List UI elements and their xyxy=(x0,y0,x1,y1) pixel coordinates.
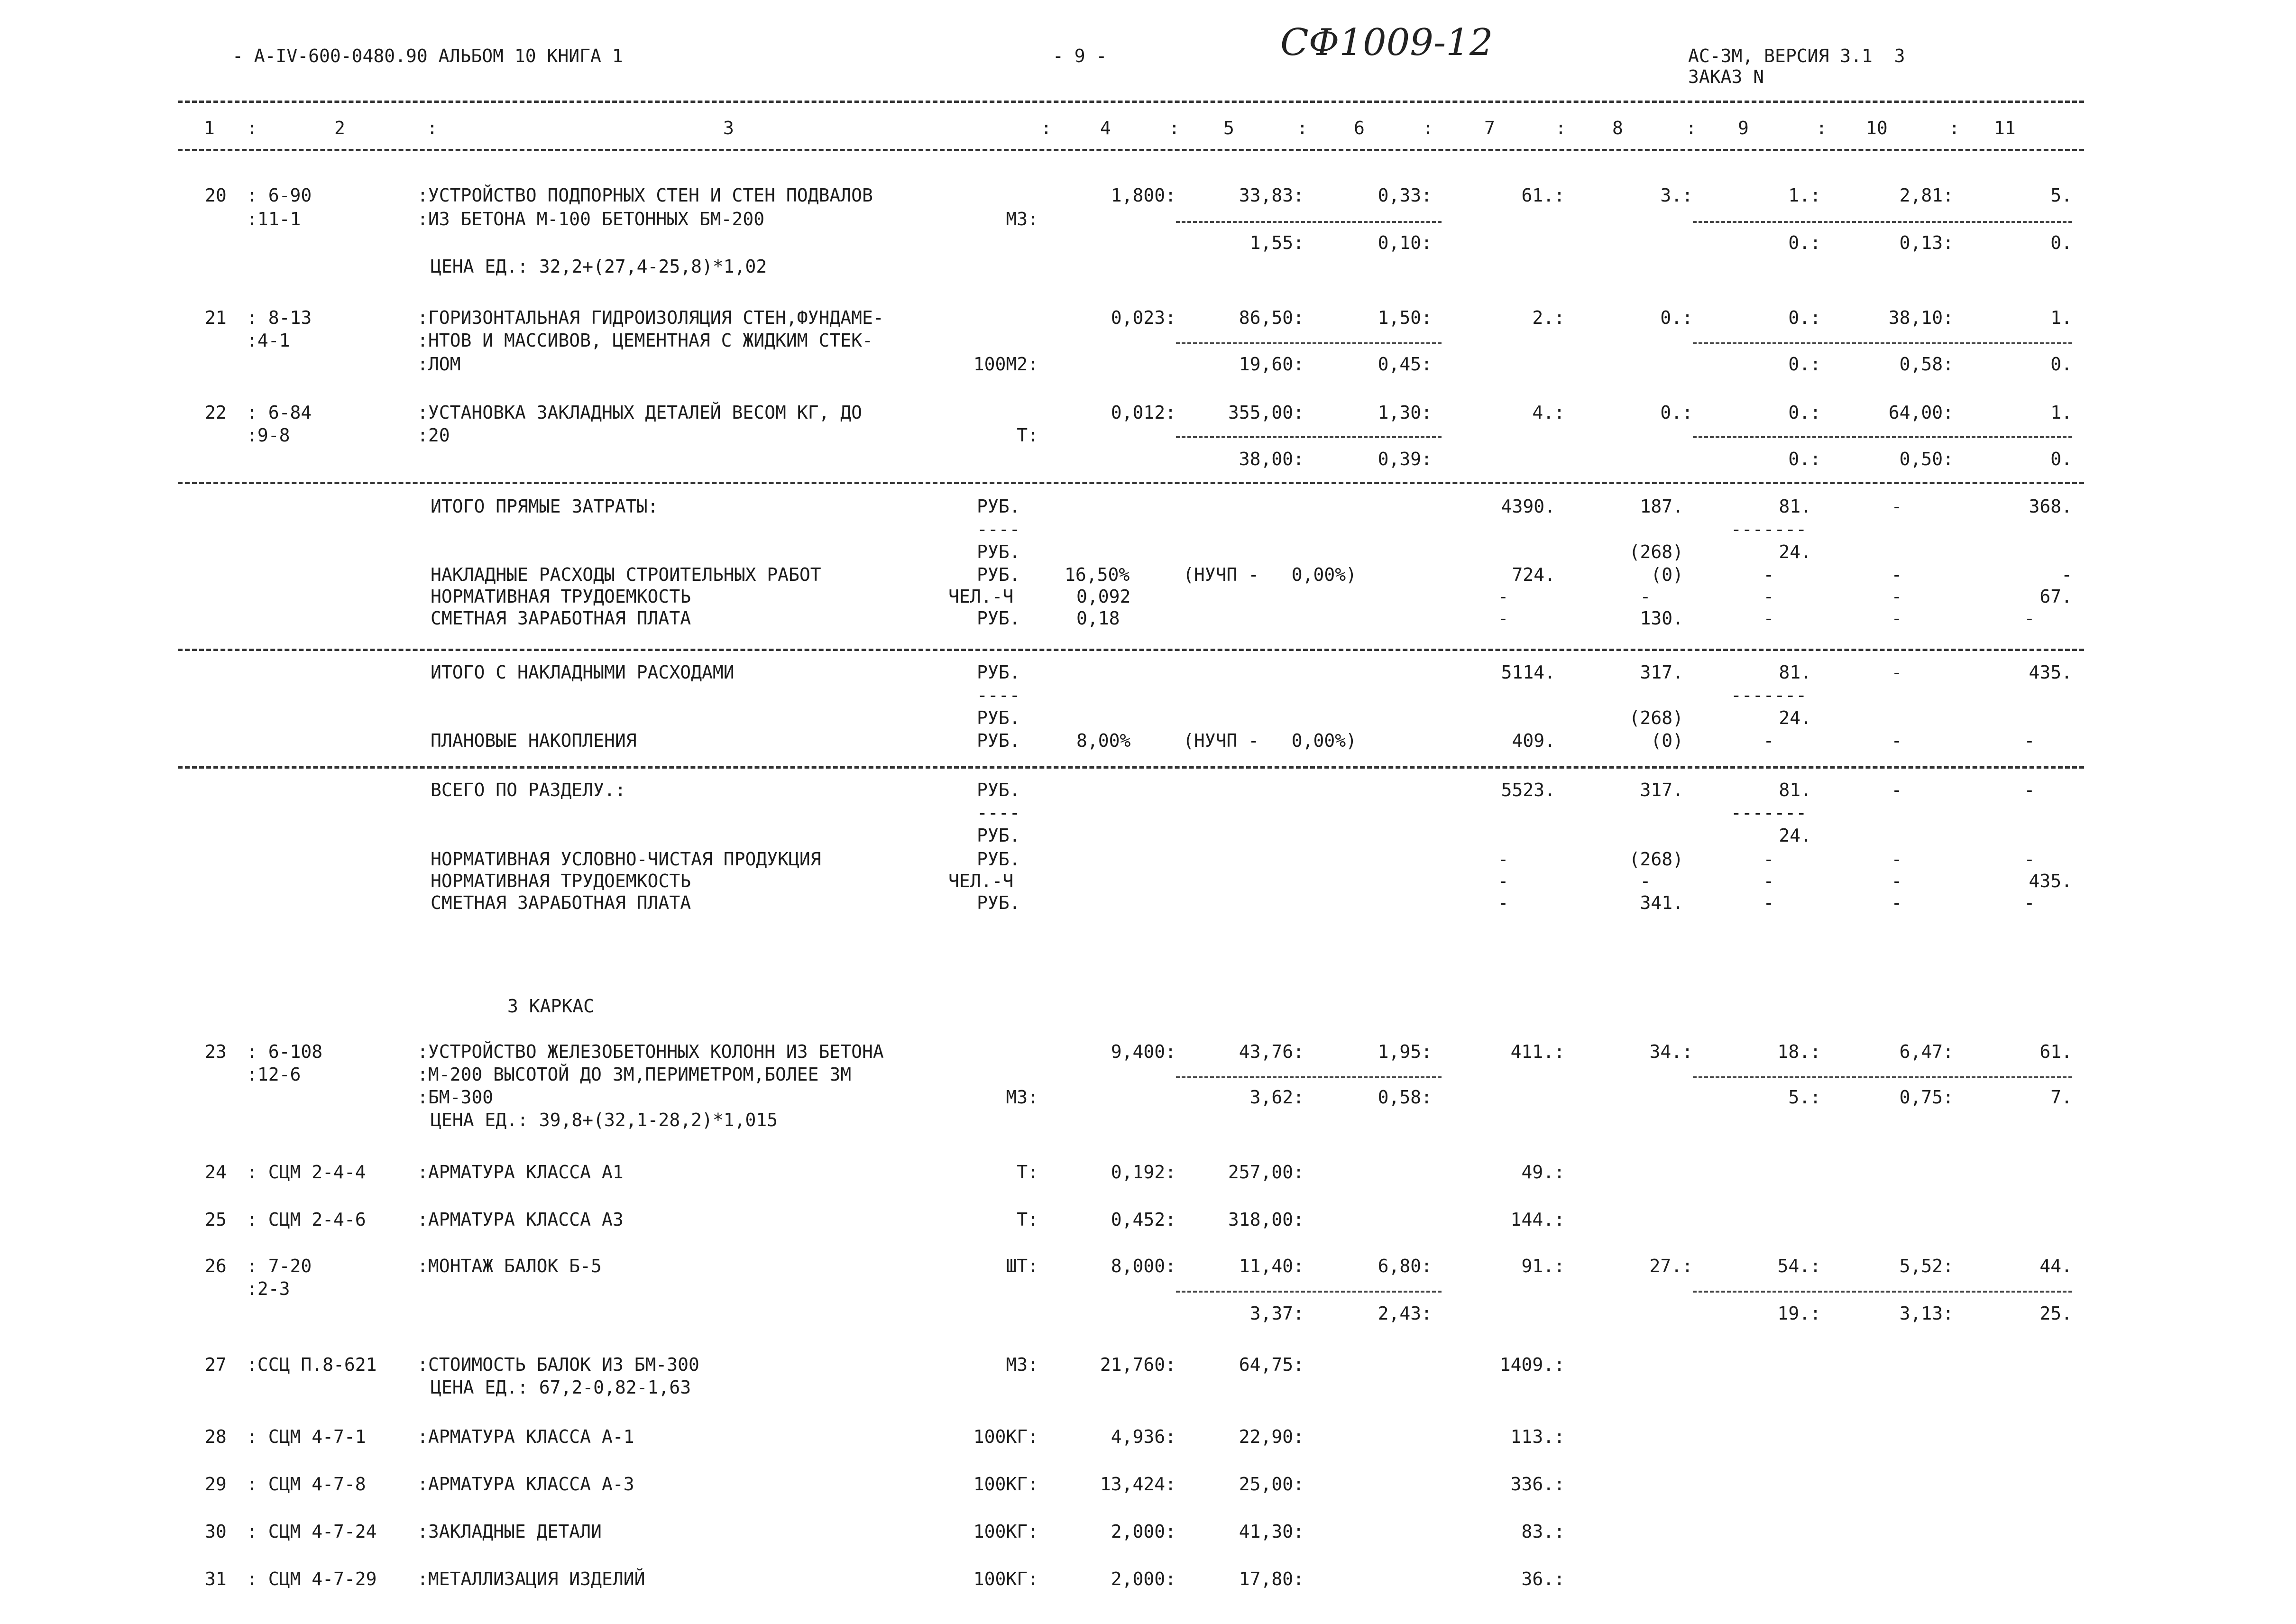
cell-quantity: 0,192: xyxy=(1111,1162,1176,1183)
column-number: 10 xyxy=(1866,118,1888,138)
cell-unit-machine-sub: 0,39: xyxy=(1378,449,1432,469)
cell-labor-norm: 2,81: xyxy=(1899,185,1954,206)
header-rule-top xyxy=(178,101,2084,103)
cell-machines: 0.: xyxy=(1788,307,1821,328)
row-description: :ЛОМ xyxy=(417,354,461,375)
row-code: : 6-90 xyxy=(247,185,312,206)
cell-labor-norm: 38,10: xyxy=(1888,307,1954,328)
column-number: 4 xyxy=(1100,118,1111,138)
row-description: :УСТРОЙСТВО ЖЕЛЕЗОБЕТОННЫХ КОЛОНН ИЗ БЕТОНА xyxy=(417,1041,884,1062)
cell-labor-total: 435. xyxy=(2029,662,2072,683)
cell-labor-total: 61. xyxy=(2039,1041,2072,1062)
cell-unit-cost: 33,83: xyxy=(1239,185,1304,206)
cell-labor-total-sub: 0. xyxy=(2050,232,2072,253)
row-number: 22 xyxy=(205,402,227,423)
cell-unit-machine-sub: 0,10: xyxy=(1378,232,1432,253)
cell-labor-total: 1. xyxy=(2050,307,2072,328)
totals-title: ИТОГО ПРЯМЫЕ ЗАТРАТЫ: xyxy=(431,496,659,517)
cell-labor-total: - xyxy=(2024,730,2035,751)
column-separator: : xyxy=(247,118,257,138)
cell-unit-machine: 1,30: xyxy=(1378,402,1432,423)
column-number: 5 xyxy=(1223,118,1234,138)
row-code: : СЦМ 4-7-24 xyxy=(247,1521,377,1542)
row-unit: ШТ: xyxy=(1006,1256,1038,1276)
column-separator: : xyxy=(1555,118,1566,138)
cell-machines-sub: 19.: xyxy=(1777,1303,1821,1324)
cell-machines: - xyxy=(1763,849,1774,870)
labor-unit: ЧЕЛ.-Ч xyxy=(948,871,1014,891)
cell-quantity: 0,023: xyxy=(1111,307,1176,328)
cell-unit-machine: 0,33: xyxy=(1378,185,1432,206)
cell-labor-total-sub: 0. xyxy=(2050,354,2072,375)
cell-unit-cost: 11,40: xyxy=(1239,1256,1304,1276)
section-rule xyxy=(178,482,2084,484)
subcell-rule xyxy=(1176,342,1442,344)
overhead-nuchp: (НУЧП - 0,00%) xyxy=(1183,564,1357,585)
totals-unit-separator: ---- xyxy=(977,802,1020,823)
cell-wages: (0) xyxy=(1651,730,1683,751)
page-number: - 9 - xyxy=(1053,46,1107,66)
subcell-rule xyxy=(1176,436,1442,438)
overhead-label: НАКЛАДНЫЕ РАСХОДЫ СТРОИТЕЛЬНЫХ РАБОТ xyxy=(431,564,821,585)
row-description: :20 xyxy=(417,425,450,446)
cell-labor-total: 67. xyxy=(2039,586,2072,607)
row-description: :НТОВ И МАССИВОВ, ЦЕМЕНТНАЯ С ЖИДКИМ СТЕК- xyxy=(417,330,873,351)
row-description: :БМ-300 xyxy=(417,1087,494,1108)
cell-labor-total: 44. xyxy=(2039,1256,2072,1276)
row-price-note: ЦЕНА ЕД.: 39,8+(32,1-28,2)*1,015 xyxy=(431,1110,778,1130)
cell-unit-cost: 355,00: xyxy=(1228,402,1304,423)
cell-unit-cost-sub: 3,37: xyxy=(1249,1303,1304,1324)
cell-labor-norm: - xyxy=(1891,496,1902,517)
cell-wages: 0.: xyxy=(1660,307,1693,328)
cell-total: 336.: xyxy=(1510,1474,1565,1495)
cell-unit-cost: 22,90: xyxy=(1239,1426,1304,1447)
cell-machines-sub: 24. xyxy=(1779,825,1811,846)
subcell-rule xyxy=(1693,1076,2072,1078)
cell-labor-norm-sub: 0,75: xyxy=(1899,1087,1954,1108)
row-code-2: :11-1 xyxy=(247,209,301,229)
row-description: :ЗАКЛАДНЫЕ ДЕТАЛИ xyxy=(417,1521,602,1542)
cell-machines-separator: ------- xyxy=(1731,802,1807,823)
cell-total: 5114. xyxy=(1501,662,1555,683)
row-description: :МОНТАЖ БАЛОК Б-5 xyxy=(417,1256,602,1276)
cell-machines: 0.: xyxy=(1788,402,1821,423)
column-separator: : xyxy=(1423,118,1433,138)
row-code: :ССЦ П.8-621 xyxy=(247,1354,377,1375)
cell-quantity: 0,452: xyxy=(1111,1209,1176,1230)
row-number: 23 xyxy=(205,1041,227,1062)
labor-label: НОРМАТИВНАЯ ТРУДОЕМКОСТЬ xyxy=(431,871,691,891)
column-number: 7 xyxy=(1484,118,1495,138)
subcell-rule xyxy=(1176,1291,1442,1293)
plan-percent: 8,00% xyxy=(1076,730,1131,751)
cell-wages: 130. xyxy=(1640,608,1683,629)
cell-labor-norm-sub: 0,58: xyxy=(1899,354,1954,375)
cell-wages: 187. xyxy=(1640,496,1683,517)
cell-quantity: 13,424: xyxy=(1100,1474,1176,1495)
overhead-unit: РУБ. xyxy=(977,564,1020,585)
cell-labor-total: 368. xyxy=(2029,496,2072,517)
row-description: :М-200 ВЫСОТОЙ ДО 3М,ПЕРИМЕТРОМ,БОЛЕЕ 3М xyxy=(417,1064,852,1085)
column-number: 3 xyxy=(723,118,734,138)
labor-unit: ЧЕЛ.-Ч xyxy=(948,586,1014,607)
row-code: : 7-20 xyxy=(247,1256,312,1276)
row-description: :АРМАТУРА КЛАССА А-1 xyxy=(417,1426,634,1447)
cell-total: - xyxy=(1497,586,1509,607)
cell-quantity: 1,800: xyxy=(1111,185,1176,206)
row-price-note: ЦЕНА ЕД.: 67,2-0,82-1,63 xyxy=(431,1377,691,1398)
cell-machines-sub: 0.: xyxy=(1788,449,1821,469)
labor-label: НОРМАТИВНАЯ ТРУДОЕМКОСТЬ xyxy=(431,586,691,607)
row-code-2: :12-6 xyxy=(247,1064,301,1085)
row-code: : 6-84 xyxy=(247,402,312,423)
cell-quantity: 0,012: xyxy=(1111,402,1176,423)
order-number: ЗАКАЗ N xyxy=(1688,66,1764,87)
cell-labor-norm: 5,52: xyxy=(1899,1256,1954,1276)
cell-unit-machine: 1,50: xyxy=(1378,307,1432,328)
row-unit: 100КГ: xyxy=(973,1426,1038,1447)
row-number: 25 xyxy=(205,1209,227,1230)
subcell-rule xyxy=(1693,1291,2072,1293)
row-code-2: :2-3 xyxy=(247,1278,290,1299)
row-description: :АРМАТУРА КЛАССА А-3 xyxy=(417,1474,634,1495)
cell-wages: - xyxy=(1640,871,1651,891)
cell-total: 5523. xyxy=(1501,780,1555,800)
totals-unit-separator: ---- xyxy=(977,519,1020,540)
ncp-label: НОРМАТИВНАЯ УСЛОВНО-ЧИСТАЯ ПРОДУКЦИЯ xyxy=(431,849,821,870)
cell-unit-cost: 257,00: xyxy=(1228,1162,1304,1183)
overhead-percent: 16,50% xyxy=(1065,564,1130,585)
row-description: :УСТАНОВКА ЗАКЛАДНЫХ ДЕТАЛЕЙ ВЕСОМ КГ, ДО xyxy=(417,402,863,423)
cell-unit-machine: 6,80: xyxy=(1378,1256,1432,1276)
plan-unit: РУБ. xyxy=(977,730,1020,751)
subcell-rule xyxy=(1693,436,2072,438)
cell-labor-norm-sub: 0,50: xyxy=(1899,449,1954,469)
program-version: АС-3М, ВЕРСИЯ 3.1 3 xyxy=(1688,46,1905,66)
cell-quantity: 2,000: xyxy=(1111,1569,1176,1589)
cell-wages: 341. xyxy=(1640,892,1683,913)
row-unit: 100КГ: xyxy=(973,1569,1038,1589)
wage-unit: РУБ. xyxy=(977,892,1020,913)
cell-wages-note: (268) xyxy=(1629,541,1683,562)
row-number: 20 xyxy=(205,185,227,206)
cell-machines: - xyxy=(1763,892,1774,913)
subcell-rule xyxy=(1693,221,2072,223)
cell-wages: 317. xyxy=(1640,662,1683,683)
cell-wages: - xyxy=(1640,586,1651,607)
cell-labor-total: 1. xyxy=(2050,402,2072,423)
plan-label: ПЛАНОВЫЕ НАКОПЛЕНИЯ xyxy=(431,730,637,751)
ncp-unit: РУБ. xyxy=(977,849,1020,870)
row-unit: Т: xyxy=(1017,1162,1038,1183)
row-unit: 100КГ: xyxy=(973,1474,1038,1495)
cell-labor-norm-sub: 3,13: xyxy=(1899,1303,1954,1324)
wage-label: СМЕТНАЯ ЗАРАБОТНАЯ ПЛАТА xyxy=(431,608,691,629)
totals-unit: РУБ. xyxy=(977,707,1020,728)
handwritten-stamp: СФ1009-12 xyxy=(1280,21,1493,64)
cell-labor-total: - xyxy=(2024,892,2035,913)
cell-total: 83.: xyxy=(1521,1521,1565,1542)
row-number: 21 xyxy=(205,307,227,328)
row-code: : СЦМ 4-7-1 xyxy=(247,1426,366,1447)
cell-unit-cost-sub: 19,60: xyxy=(1239,354,1304,375)
cell-labor-norm: - xyxy=(1891,564,1902,585)
cell-unit-machine-sub: 0,45: xyxy=(1378,354,1432,375)
cell-labor-total: - xyxy=(2024,608,2035,629)
row-code-2: :9-8 xyxy=(247,425,290,446)
totals-unit: РУБ. xyxy=(977,496,1020,517)
cell-labor-norm: - xyxy=(1891,608,1902,629)
cell-labor-total: - xyxy=(2024,849,2035,870)
cell-unit-cost: 86,50: xyxy=(1239,307,1304,328)
cell-total: 61.: xyxy=(1521,185,1565,206)
album-reference: - А-IV-600-0480.90 АЛЬБОМ 10 КНИГА 1 xyxy=(232,46,623,66)
cell-labor-total-sub: 7. xyxy=(2050,1087,2072,1108)
cell-machines: 54.: xyxy=(1777,1256,1821,1276)
cell-machines: - xyxy=(1763,564,1774,585)
row-unit: Т: xyxy=(1017,1209,1038,1230)
cell-machines: 81. xyxy=(1779,496,1811,517)
cell-total: 91.: xyxy=(1521,1256,1565,1276)
cell-labor-norm: - xyxy=(1891,780,1902,800)
row-price-note: ЦЕНА ЕД.: 32,2+(27,4-25,8)*1,02 xyxy=(431,256,767,277)
row-number: 24 xyxy=(205,1162,227,1183)
row-unit: М3: xyxy=(1006,209,1038,229)
cell-total: 4.: xyxy=(1532,402,1565,423)
row-number: 27 xyxy=(205,1354,227,1375)
column-separator: : xyxy=(1816,118,1827,138)
wage-unit: РУБ. xyxy=(977,608,1020,629)
cell-machines-separator: ------- xyxy=(1731,685,1807,706)
cell-total: 36.: xyxy=(1521,1569,1565,1589)
column-separator: : xyxy=(1686,118,1697,138)
cell-unit-machine-sub: 0,58: xyxy=(1378,1087,1432,1108)
cell-machines: 18.: xyxy=(1777,1041,1821,1062)
cell-wages: (0) xyxy=(1651,564,1683,585)
cell-labor-norm: - xyxy=(1891,730,1902,751)
cell-labor-total-sub: 0. xyxy=(2050,449,2072,469)
cell-unit-cost: 64,75: xyxy=(1239,1354,1304,1375)
cell-unit-machine-sub: 2,43: xyxy=(1378,1303,1432,1324)
totals-unit: РУБ. xyxy=(977,825,1020,846)
cell-labor-total: - xyxy=(2024,780,2035,800)
section-rule xyxy=(178,766,2084,769)
cell-labor-norm: 6,47: xyxy=(1899,1041,1954,1062)
subcell-rule xyxy=(1693,342,2072,344)
cell-wages: (268) xyxy=(1629,849,1683,870)
row-code: : СЦМ 4-7-29 xyxy=(247,1569,377,1589)
wage-value: 0,18 xyxy=(1076,608,1120,629)
labor-value: 0,092 xyxy=(1076,586,1131,607)
subcell-rule xyxy=(1176,221,1442,223)
row-description: :ГОРИЗОНТАЛЬНАЯ ГИДРОИЗОЛЯЦИЯ СТЕН,ФУНДАМЕ- xyxy=(417,307,884,328)
cell-machines-sub: 0.: xyxy=(1788,232,1821,253)
row-description: :УСТРОЙСТВО ПОДПОРНЫХ СТЕН И СТЕН ПОДВАЛОВ xyxy=(417,185,873,206)
cell-unit-cost-sub: 3,62: xyxy=(1249,1087,1304,1108)
cell-total: 1409.: xyxy=(1499,1354,1565,1375)
cell-machines: 1.: xyxy=(1788,185,1821,206)
wage-label: СМЕТНАЯ ЗАРАБОТНАЯ ПЛАТА xyxy=(431,892,691,913)
column-number: 11 xyxy=(1994,118,2016,138)
header-rule-bottom xyxy=(178,149,2084,151)
cell-wages: 27.: xyxy=(1649,1256,1693,1276)
column-separator: : xyxy=(1949,118,1960,138)
cell-unit-cost: 25,00: xyxy=(1239,1474,1304,1495)
cell-labor-norm: - xyxy=(1891,871,1902,891)
cell-quantity: 21,760: xyxy=(1100,1354,1176,1375)
cell-total: 113.: xyxy=(1510,1426,1565,1447)
cell-labor-norm-sub: 0,13: xyxy=(1899,232,1954,253)
column-separator: : xyxy=(1041,118,1052,138)
row-unit: М3: xyxy=(1006,1087,1038,1108)
row-number: 31 xyxy=(205,1569,227,1589)
cell-labor-total-sub: 25. xyxy=(2039,1303,2072,1324)
column-number: 1 xyxy=(204,118,215,138)
row-number: 26 xyxy=(205,1256,227,1276)
cell-labor-norm: - xyxy=(1891,662,1902,683)
cell-machines-separator: ------- xyxy=(1731,519,1807,540)
cell-total: 2.: xyxy=(1532,307,1565,328)
cell-quantity: 2,000: xyxy=(1111,1521,1176,1542)
column-number: 8 xyxy=(1612,118,1623,138)
column-number: 2 xyxy=(334,118,345,138)
totals-unit: РУБ. xyxy=(977,541,1020,562)
row-unit: М3: xyxy=(1006,1354,1038,1375)
cell-wages: 34.: xyxy=(1649,1041,1693,1062)
cell-labor-total: - xyxy=(2061,564,2072,585)
column-separator: : xyxy=(1169,118,1180,138)
row-unit: Т: xyxy=(1017,425,1038,446)
row-number: 30 xyxy=(205,1521,227,1542)
section-title: 3 КАРКАС xyxy=(507,996,595,1017)
row-number: 28 xyxy=(205,1426,227,1447)
cell-machines: 81. xyxy=(1779,662,1811,683)
row-description: :СТОИМОСТЬ БАЛОК ИЗ БМ-300 xyxy=(417,1354,699,1375)
cell-machines: - xyxy=(1763,586,1774,607)
row-description: :АРМАТУРА КЛАССА А3 xyxy=(417,1209,624,1230)
cell-machines: - xyxy=(1763,608,1774,629)
section-rule xyxy=(178,649,2084,651)
cell-wages: 0.: xyxy=(1660,402,1693,423)
row-unit: 100КГ: xyxy=(973,1521,1038,1542)
cell-labor-total: 435. xyxy=(2029,871,2072,891)
totals-unit: РУБ. xyxy=(977,662,1020,683)
cell-labor-norm: - xyxy=(1891,892,1902,913)
cell-labor-norm: 64,00: xyxy=(1888,402,1954,423)
column-number: 6 xyxy=(1354,118,1365,138)
cell-quantity: 4,936: xyxy=(1111,1426,1176,1447)
cell-unit-cost: 41,30: xyxy=(1239,1521,1304,1542)
cell-unit-machine: 1,95: xyxy=(1378,1041,1432,1062)
totals-unit: РУБ. xyxy=(977,780,1020,800)
cell-total: - xyxy=(1497,849,1509,870)
totals-unit-separator: ---- xyxy=(977,685,1020,706)
row-code: : СЦМ 2-4-4 xyxy=(247,1162,366,1183)
totals-title: ИТОГО С НАКЛАДНЫМИ РАСХОДАМИ xyxy=(431,662,735,683)
row-code: : 6-108 xyxy=(247,1041,323,1062)
row-description: :АРМАТУРА КЛАССА А1 xyxy=(417,1162,624,1183)
cell-total: 411.: xyxy=(1510,1041,1565,1062)
cell-labor-norm: - xyxy=(1891,586,1902,607)
cell-total: - xyxy=(1497,892,1509,913)
cell-quantity: 9,400: xyxy=(1111,1041,1176,1062)
cell-wages: 3.: xyxy=(1660,185,1693,206)
cell-quantity: 8,000: xyxy=(1111,1256,1176,1276)
cell-machines: - xyxy=(1763,871,1774,891)
row-code: : 8-13 xyxy=(247,307,312,328)
column-number: 9 xyxy=(1738,118,1749,138)
row-number: 29 xyxy=(205,1474,227,1495)
cell-unit-cost-sub: 38,00: xyxy=(1239,449,1304,469)
cell-unit-cost-sub: 1,55: xyxy=(1249,232,1304,253)
column-separator: : xyxy=(427,118,438,138)
cell-total: - xyxy=(1497,608,1509,629)
cell-total: 4390. xyxy=(1501,496,1555,517)
cell-machines: - xyxy=(1763,730,1774,751)
cell-total: 144.: xyxy=(1510,1209,1565,1230)
cell-total: 409. xyxy=(1512,730,1555,751)
row-description: :МЕТАЛЛИЗАЦИЯ ИЗДЕЛИЙ xyxy=(417,1569,645,1589)
cell-machines-sub: 24. xyxy=(1779,541,1811,562)
cell-unit-cost: 43,76: xyxy=(1239,1041,1304,1062)
row-description: :ИЗ БЕТОНА М-100 БЕТОННЫХ БМ-200 xyxy=(417,209,765,229)
plan-nuchp: (НУЧП - 0,00%) xyxy=(1183,730,1357,751)
cell-labor-total: 5. xyxy=(2050,185,2072,206)
column-separator: : xyxy=(1297,118,1308,138)
totals-title: ВСЕГО ПО РАЗДЕЛУ.: xyxy=(431,780,626,800)
subcell-rule xyxy=(1176,1076,1442,1078)
cell-unit-cost: 17,80: xyxy=(1239,1569,1304,1589)
cell-total: 49.: xyxy=(1521,1162,1565,1183)
cell-total: 724. xyxy=(1512,564,1555,585)
cell-machines-sub: 5.: xyxy=(1788,1087,1821,1108)
cell-machines-sub: 0.: xyxy=(1788,354,1821,375)
cell-unit-cost: 318,00: xyxy=(1228,1209,1304,1230)
row-code: : СЦМ 4-7-8 xyxy=(247,1474,366,1495)
cell-wages-note: (268) xyxy=(1629,707,1683,728)
cell-machines: 81. xyxy=(1779,780,1811,800)
row-unit: 100М2: xyxy=(973,354,1038,375)
row-code-2: :4-1 xyxy=(247,330,290,351)
cell-machines-sub: 24. xyxy=(1779,707,1811,728)
cell-wages: 317. xyxy=(1640,780,1683,800)
cell-labor-norm: - xyxy=(1891,849,1902,870)
row-code: : СЦМ 2-4-6 xyxy=(247,1209,366,1230)
cell-total: - xyxy=(1497,871,1509,891)
